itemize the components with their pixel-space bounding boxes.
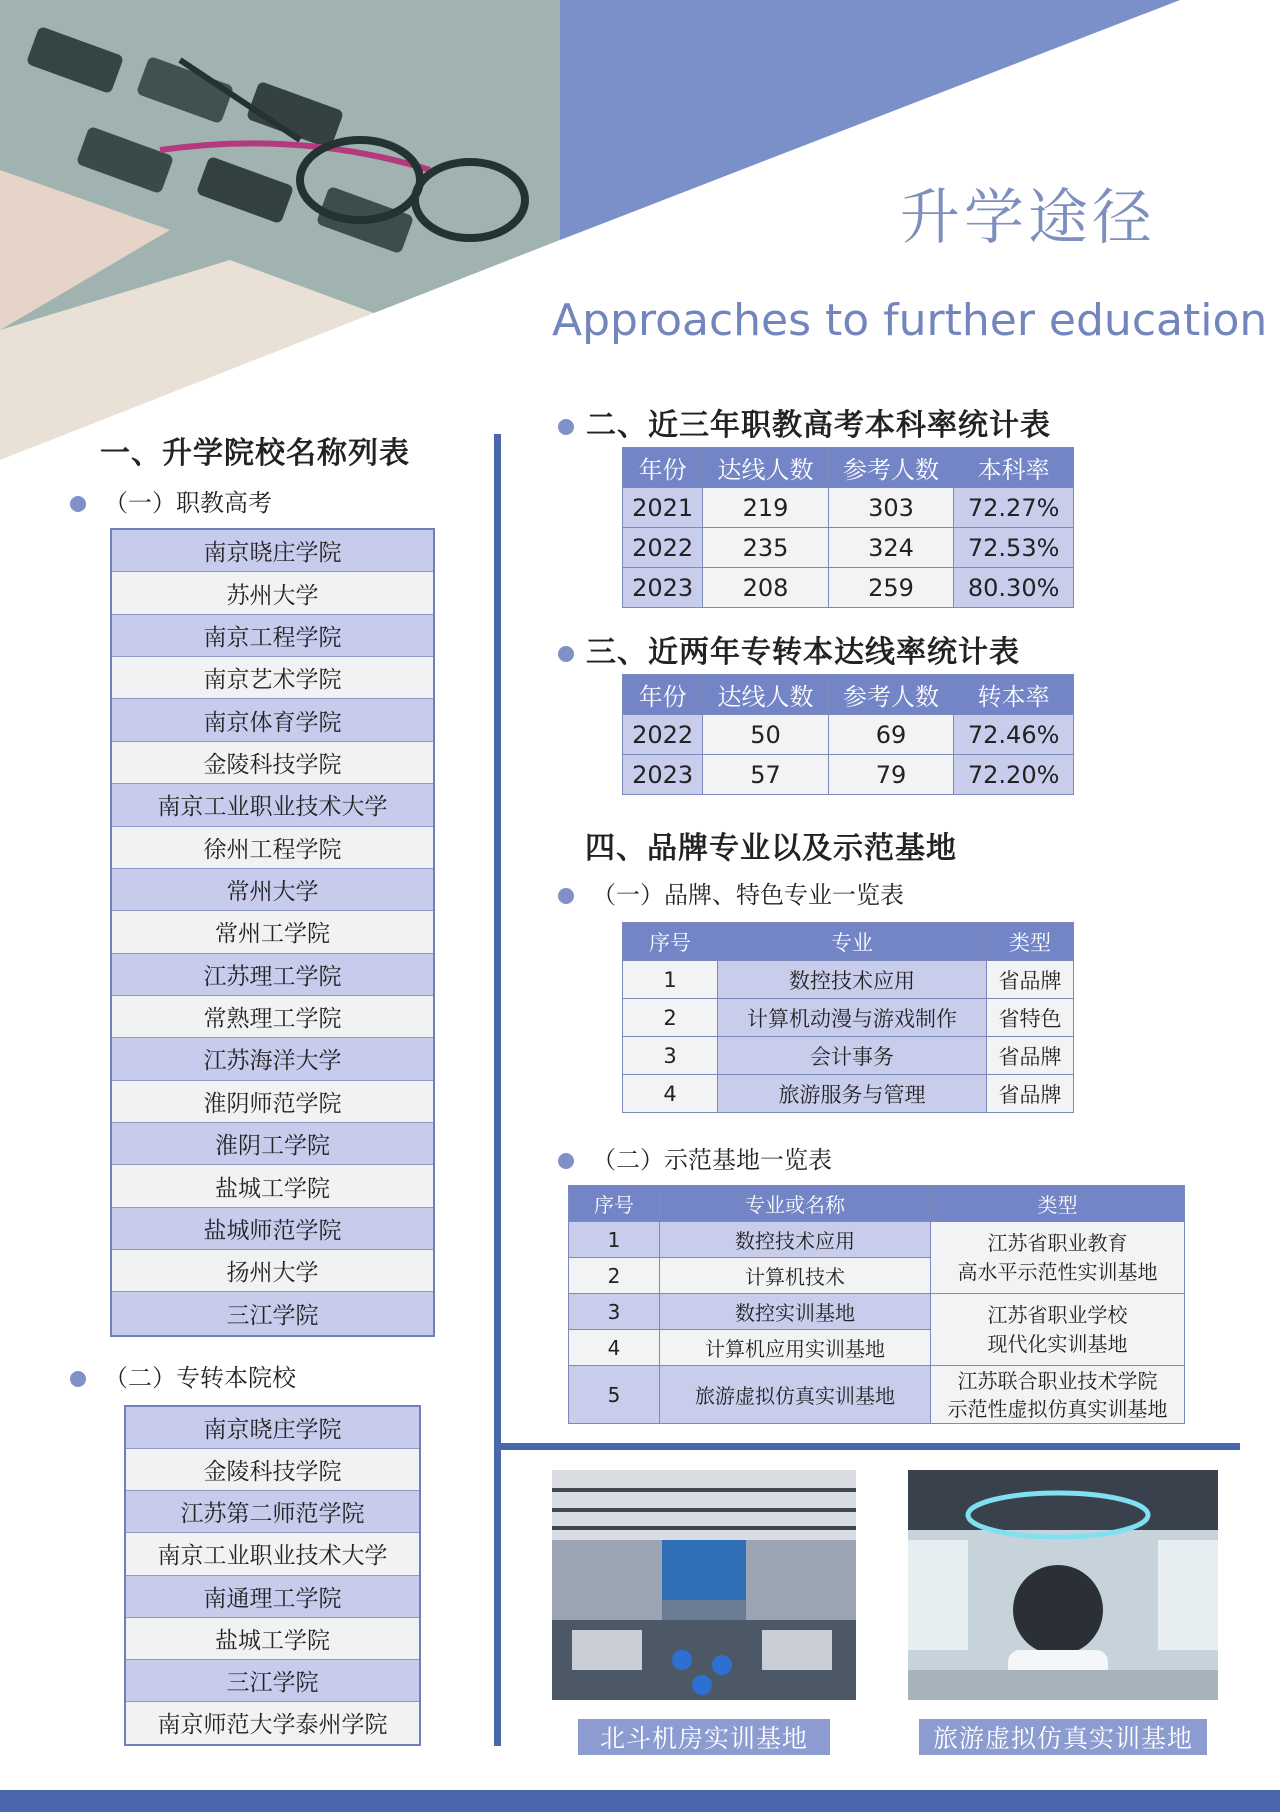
table-cell: 旅游服务与管理 xyxy=(718,1075,987,1113)
school-item: 南京艺术学院 xyxy=(112,657,433,699)
demo-cell-name: 计算机技术 xyxy=(660,1258,931,1294)
bullet-dot xyxy=(70,496,86,512)
table-row xyxy=(623,961,1074,999)
table-cell: 219 xyxy=(703,488,828,528)
table-row xyxy=(623,715,1074,755)
table-cell: 2023 xyxy=(623,755,703,795)
demo-cell-no: 1 xyxy=(569,1222,660,1258)
table-cell: 2021 xyxy=(623,488,703,528)
table-cell: 303 xyxy=(828,488,953,528)
table-cell: 2 xyxy=(623,999,718,1037)
school-item: 盐城工学院 xyxy=(112,1165,433,1207)
school-item: 江苏理工学院 xyxy=(112,954,433,996)
table-header-cell: 转本率 xyxy=(954,675,1074,715)
school-item: 徐州工程学院 xyxy=(112,827,433,869)
section1-sub1-heading xyxy=(70,483,272,518)
bullet-dot xyxy=(70,1371,86,1387)
section3-heading xyxy=(558,627,1020,671)
table-cell: 69 xyxy=(828,715,953,755)
bullet-dot xyxy=(558,646,574,662)
section1-sub2-title: （二）专转本院校 xyxy=(104,1364,296,1392)
table-header-cell: 参考人数 xyxy=(828,448,953,488)
table-cell: 72.46% xyxy=(954,715,1074,755)
table-cell: 80.30% xyxy=(954,568,1074,608)
table-header-cell: 参考人数 xyxy=(828,675,953,715)
school-item: 常州大学 xyxy=(112,869,433,911)
demo-cell-type xyxy=(931,1366,1185,1424)
demo-base-table xyxy=(568,1185,1185,1424)
table-row xyxy=(623,1037,1074,1075)
table-cell: 235 xyxy=(703,528,828,568)
school-item: 盐城工学院 xyxy=(126,1618,419,1660)
section4-sub1-heading xyxy=(558,875,904,910)
table-cell: 2023 xyxy=(623,568,703,608)
table-cell: 208 xyxy=(703,568,828,608)
table-cell: 72.53% xyxy=(954,528,1074,568)
section1-sub2-heading xyxy=(70,1358,296,1393)
horizontal-divider xyxy=(500,1443,1240,1450)
footer-bar xyxy=(0,1790,1280,1812)
school-list-vocational xyxy=(110,528,435,1337)
demo-cell-name: 计算机应用实训基地 xyxy=(660,1330,931,1366)
school-list-upgrade xyxy=(124,1405,421,1746)
table-cell: 259 xyxy=(828,568,953,608)
table-header-cell: 类型 xyxy=(987,923,1074,961)
table-cell: 72.27% xyxy=(954,488,1074,528)
school-item: 江苏第二师范学院 xyxy=(126,1491,419,1533)
table-header-cell: 本科率 xyxy=(954,448,1074,488)
section4-sub2-title: （二）示范基地一览表 xyxy=(592,1146,832,1174)
table-row xyxy=(623,755,1074,795)
section4-title: 四、品牌专业以及示范基地 xyxy=(585,831,957,866)
demo-header-no: 序号 xyxy=(569,1186,660,1222)
demo-cell-no: 4 xyxy=(569,1330,660,1366)
section3-title: 三、近两年专转本达线率统计表 xyxy=(586,635,1020,670)
table-header-cell: 专业 xyxy=(718,923,987,961)
table-header-cell: 年份 xyxy=(623,675,703,715)
table-cell: 79 xyxy=(828,755,953,795)
table-cell: 1 xyxy=(623,961,718,999)
bullet-dot xyxy=(558,888,574,904)
demo-cell-no: 5 xyxy=(569,1366,660,1424)
table-header-cell: 序号 xyxy=(623,923,718,961)
table-row xyxy=(623,568,1074,608)
table-cell: 57 xyxy=(703,755,828,795)
table-cell: 324 xyxy=(828,528,953,568)
school-item: 南京晓庄学院 xyxy=(126,1407,419,1449)
school-item: 南京晓庄学院 xyxy=(112,530,433,572)
demo-type-line: 示范性虚拟仿真实训基地 xyxy=(947,1396,1168,1421)
demo-header-name: 专业或名称 xyxy=(660,1186,931,1222)
table-cell: 省品牌 xyxy=(987,961,1074,999)
school-item: 淮阴师范学院 xyxy=(112,1081,433,1123)
computer-lab-photo xyxy=(552,1470,856,1700)
school-item: 金陵科技学院 xyxy=(112,742,433,784)
vertical-divider xyxy=(494,434,501,1746)
school-item: 南京师范大学泰州学院 xyxy=(126,1702,419,1744)
table-cell: 数控技术应用 xyxy=(718,961,987,999)
school-item: 南京工业职业技术大学 xyxy=(112,784,433,826)
table-header-cell: 达线人数 xyxy=(703,448,828,488)
demo-cell-no: 2 xyxy=(569,1258,660,1294)
school-item: 南京体育学院 xyxy=(112,699,433,741)
section4-sub1-title: （一）品牌、特色专业一览表 xyxy=(592,881,904,909)
table-cell: 省品牌 xyxy=(987,1075,1074,1113)
page-title-cn: 升学途径 xyxy=(900,183,1156,253)
school-item: 江苏海洋大学 xyxy=(112,1038,433,1080)
school-item: 盐城师范学院 xyxy=(112,1208,433,1250)
table-row xyxy=(623,488,1074,528)
table-cell: 50 xyxy=(703,715,828,755)
section4-sub2-heading xyxy=(558,1140,832,1175)
section2-heading xyxy=(558,400,1051,444)
table-cell: 计算机动漫与游戏制作 xyxy=(718,999,987,1037)
school-item: 南通理工学院 xyxy=(126,1576,419,1618)
school-item: 三江学院 xyxy=(112,1292,433,1334)
section1-title: 一、升学院校名称列表 xyxy=(100,436,410,471)
undergrad-rate-table xyxy=(622,447,1074,608)
table-header-cell: 达线人数 xyxy=(703,675,828,715)
demo-type-line: 现代化实训基地 xyxy=(987,1331,1128,1356)
section1-sub1-title: （一）职教高考 xyxy=(104,489,272,517)
demo-type-line: 江苏省职业教育 xyxy=(987,1230,1128,1255)
table-cell: 会计事务 xyxy=(718,1037,987,1075)
school-item: 苏州大学 xyxy=(112,572,433,614)
table-cell: 4 xyxy=(623,1075,718,1113)
table-cell: 3 xyxy=(623,1037,718,1075)
table-cell: 省特色 xyxy=(987,999,1074,1037)
demo-cell-name: 数控实训基地 xyxy=(660,1294,931,1330)
section2-title: 二、近三年职教高考本科率统计表 xyxy=(586,408,1051,443)
bullet-dot xyxy=(558,1153,574,1169)
page-title-en: Approaches to further education xyxy=(552,295,1268,346)
school-item: 金陵科技学院 xyxy=(126,1449,419,1491)
table-cell: 72.20% xyxy=(954,755,1074,795)
demo-cell-no: 3 xyxy=(569,1294,660,1330)
demo-type-line: 江苏联合职业技术学院 xyxy=(957,1368,1158,1393)
table-cell: 2022 xyxy=(623,528,703,568)
demo-type-line: 江苏省职业学校 xyxy=(987,1302,1128,1327)
demo-cell-name: 旅游虚拟仿真实训基地 xyxy=(660,1366,931,1424)
photo-caption-vr: 旅游虚拟仿真实训基地 xyxy=(919,1719,1207,1755)
school-item: 南京工业职业技术大学 xyxy=(126,1533,419,1575)
vr-lab-image xyxy=(908,1470,1218,1700)
vr-lab-photo xyxy=(908,1470,1218,1700)
computer-lab-image xyxy=(552,1470,856,1700)
school-item: 淮阴工学院 xyxy=(112,1123,433,1165)
table-cell: 省品牌 xyxy=(987,1037,1074,1075)
table-header-cell: 年份 xyxy=(623,448,703,488)
table-row xyxy=(623,1075,1074,1113)
demo-header-type: 类型 xyxy=(931,1186,1185,1222)
table-row xyxy=(623,999,1074,1037)
photo-caption-lab: 北斗机房实训基地 xyxy=(578,1719,830,1755)
brand-major-table xyxy=(622,922,1074,1113)
school-item: 常州工学院 xyxy=(112,911,433,953)
demo-cell-type xyxy=(931,1294,1185,1366)
school-item: 南京工程学院 xyxy=(112,615,433,657)
school-item: 扬州大学 xyxy=(112,1250,433,1292)
demo-cell-name: 数控技术应用 xyxy=(660,1222,931,1258)
school-item: 常熟理工学院 xyxy=(112,996,433,1038)
table-row xyxy=(623,528,1074,568)
demo-type-line: 高水平示范性实训基地 xyxy=(957,1259,1158,1284)
transfer-rate-table xyxy=(622,674,1074,795)
bullet-dot xyxy=(558,419,574,435)
demo-cell-type xyxy=(931,1222,1185,1294)
table-cell: 2022 xyxy=(623,715,703,755)
school-item: 三江学院 xyxy=(126,1660,419,1702)
